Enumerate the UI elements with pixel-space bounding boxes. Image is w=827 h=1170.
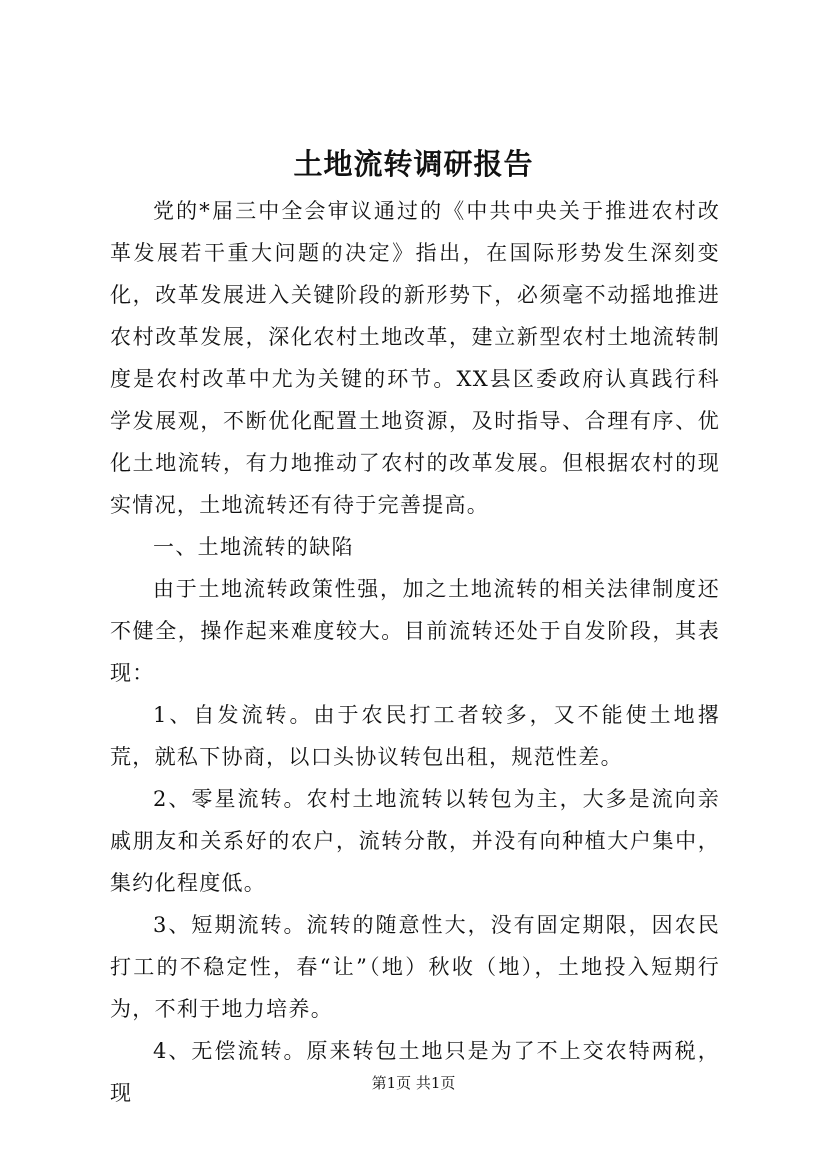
paragraph-item-2: 2、零星流转。农村土地流转以转包为主，大多是流向亲戚朋友和关系好的农户，流转分散，并没有向种植大户集中，集约化程度低。 [110,787,720,895]
paragraph-item-4: 4、无偿流转。原来转包土地只是为了不上交农特两税，现 [110,1039,720,1105]
paragraph-intro: 党的*届三中全会审议通过的《中共中央关于推进农村改革发展若干重大问题的决定》指出，在国际形势发生深刻变化，改革发展进入关键阶段的新形势下，必须毫不动摇地推进农村改革发展，深化农村土地改革，建立新型农村土地流转制度是农村改革中尤为关键的环节。XX县区委政府认真践行科学发展观，不断优化配置土地资源，及时指导、合理有序、优化土地流转，有力地推动了农村的改革发展。但根据农村的现实情况，土地流转还有待于完善提高。 [110,199,720,517]
document-body [110,190,720,1114]
paragraph-item-3: 3、短期流转。流转的随意性大，没有固定期限，因农民打工的不稳定性，春“让”（地）秋收（地），土地投入短期行为，不利于地力培养。 [110,913,720,1021]
document-title: 土地流转调研报告 [293,147,534,181]
section-heading: 一、土地流转的缺陷 [153,535,354,559]
paragraph-item-1: 1、自发流转。由于农民打工者较多，又不能使土地撂荒，就私下协商，以口头协议转包出租，规范性差。 [110,703,720,769]
page-footer: 第1页 共1页 [371,1074,456,1092]
paragraph-overview: 由于土地流转政策性强，加之土地流转的相关法律制度还不健全，操作起来难度较大。目前流转还处于自发阶段，其表现： [110,577,720,685]
